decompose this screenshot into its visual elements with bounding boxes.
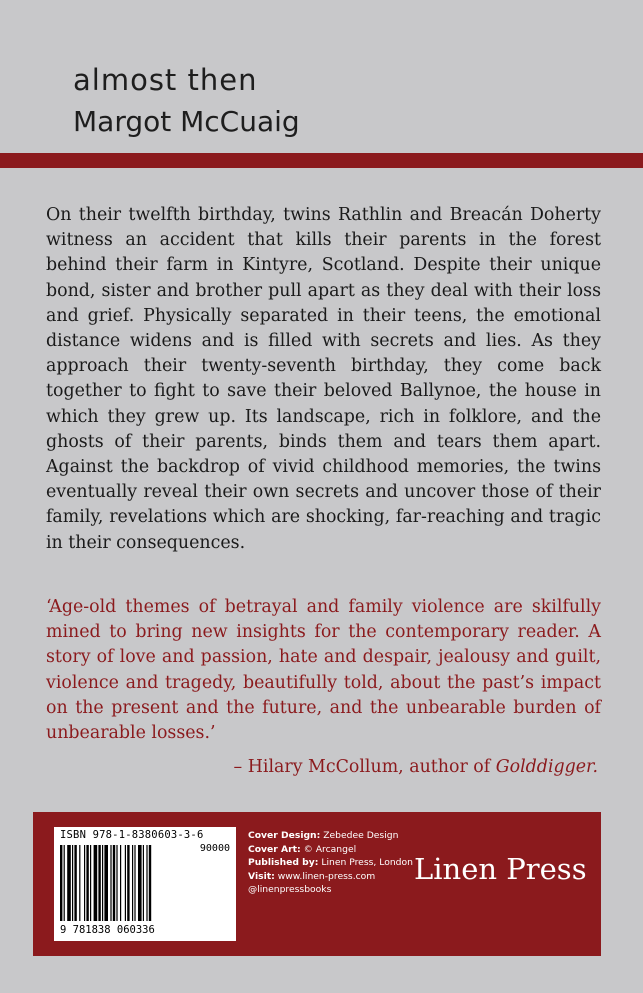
credit-publisher: Published by: Linen Press, London xyxy=(248,857,413,868)
synopsis-text: On their twelfth birthday, twins Rathlin and Breacán Doherty witness an accident that kills their parents in the forest behind their farm in Kintyre, Scotland. Despite their unique bond, sister and brother pull apart as they deal with their loss and grief. Physically separated in their teens, the emotional distance widens and is filled with secrets and lies. As they approach their twenty-seventh birthday, they come back together to fight to save their beloved Ballynoe, the house in which they grew up. Its landscape, rich in folklore, and the ghosts of their parents, binds them and tears them apart. Against the backdrop of vivid childhood memories, the twins eventually reveal their own secrets and uncover those of their family, revelations which are shocking, far-reaching and tragic in their consequences. xyxy=(46,205,601,553)
attribution-work: Golddigger. xyxy=(495,757,598,777)
barcode-number: 9 781838 060336 xyxy=(60,924,155,936)
attribution-prefix: – Hilary McCollum, author of xyxy=(233,757,496,777)
credit-social: @linenpressbooks xyxy=(248,884,332,895)
price-code: 90000 xyxy=(199,843,230,854)
barcode-icon xyxy=(60,845,188,921)
credit-cover-design: Cover Design: Zebedee Design xyxy=(248,830,399,841)
review-quote: ‘Age-old themes of betrayal and family violence are skilfully mined to bring new insights for the contemporary reader. A story of love and passion, hate and despair, jealousy and guilt, violence and tragedy, beautifully told, about the past’s impact on the present and the future, and the unbearable burden of unbearable losses.’ xyxy=(46,597,601,744)
credit-website: Visit: www.linen-press.com xyxy=(248,870,376,882)
credits-block xyxy=(248,829,413,897)
accent-bar xyxy=(0,153,643,168)
book-title: almost then xyxy=(73,63,258,97)
credit-cover-art: Cover Art: © Arcangel xyxy=(248,843,357,855)
publisher-logo: Linen Press xyxy=(414,852,587,886)
review-attribution xyxy=(234,757,599,777)
book-author: Margot McCuaig xyxy=(73,105,300,138)
barcode-block xyxy=(54,827,236,941)
isbn-label: ISBN 978-1-8380603-3-6 xyxy=(60,829,204,841)
